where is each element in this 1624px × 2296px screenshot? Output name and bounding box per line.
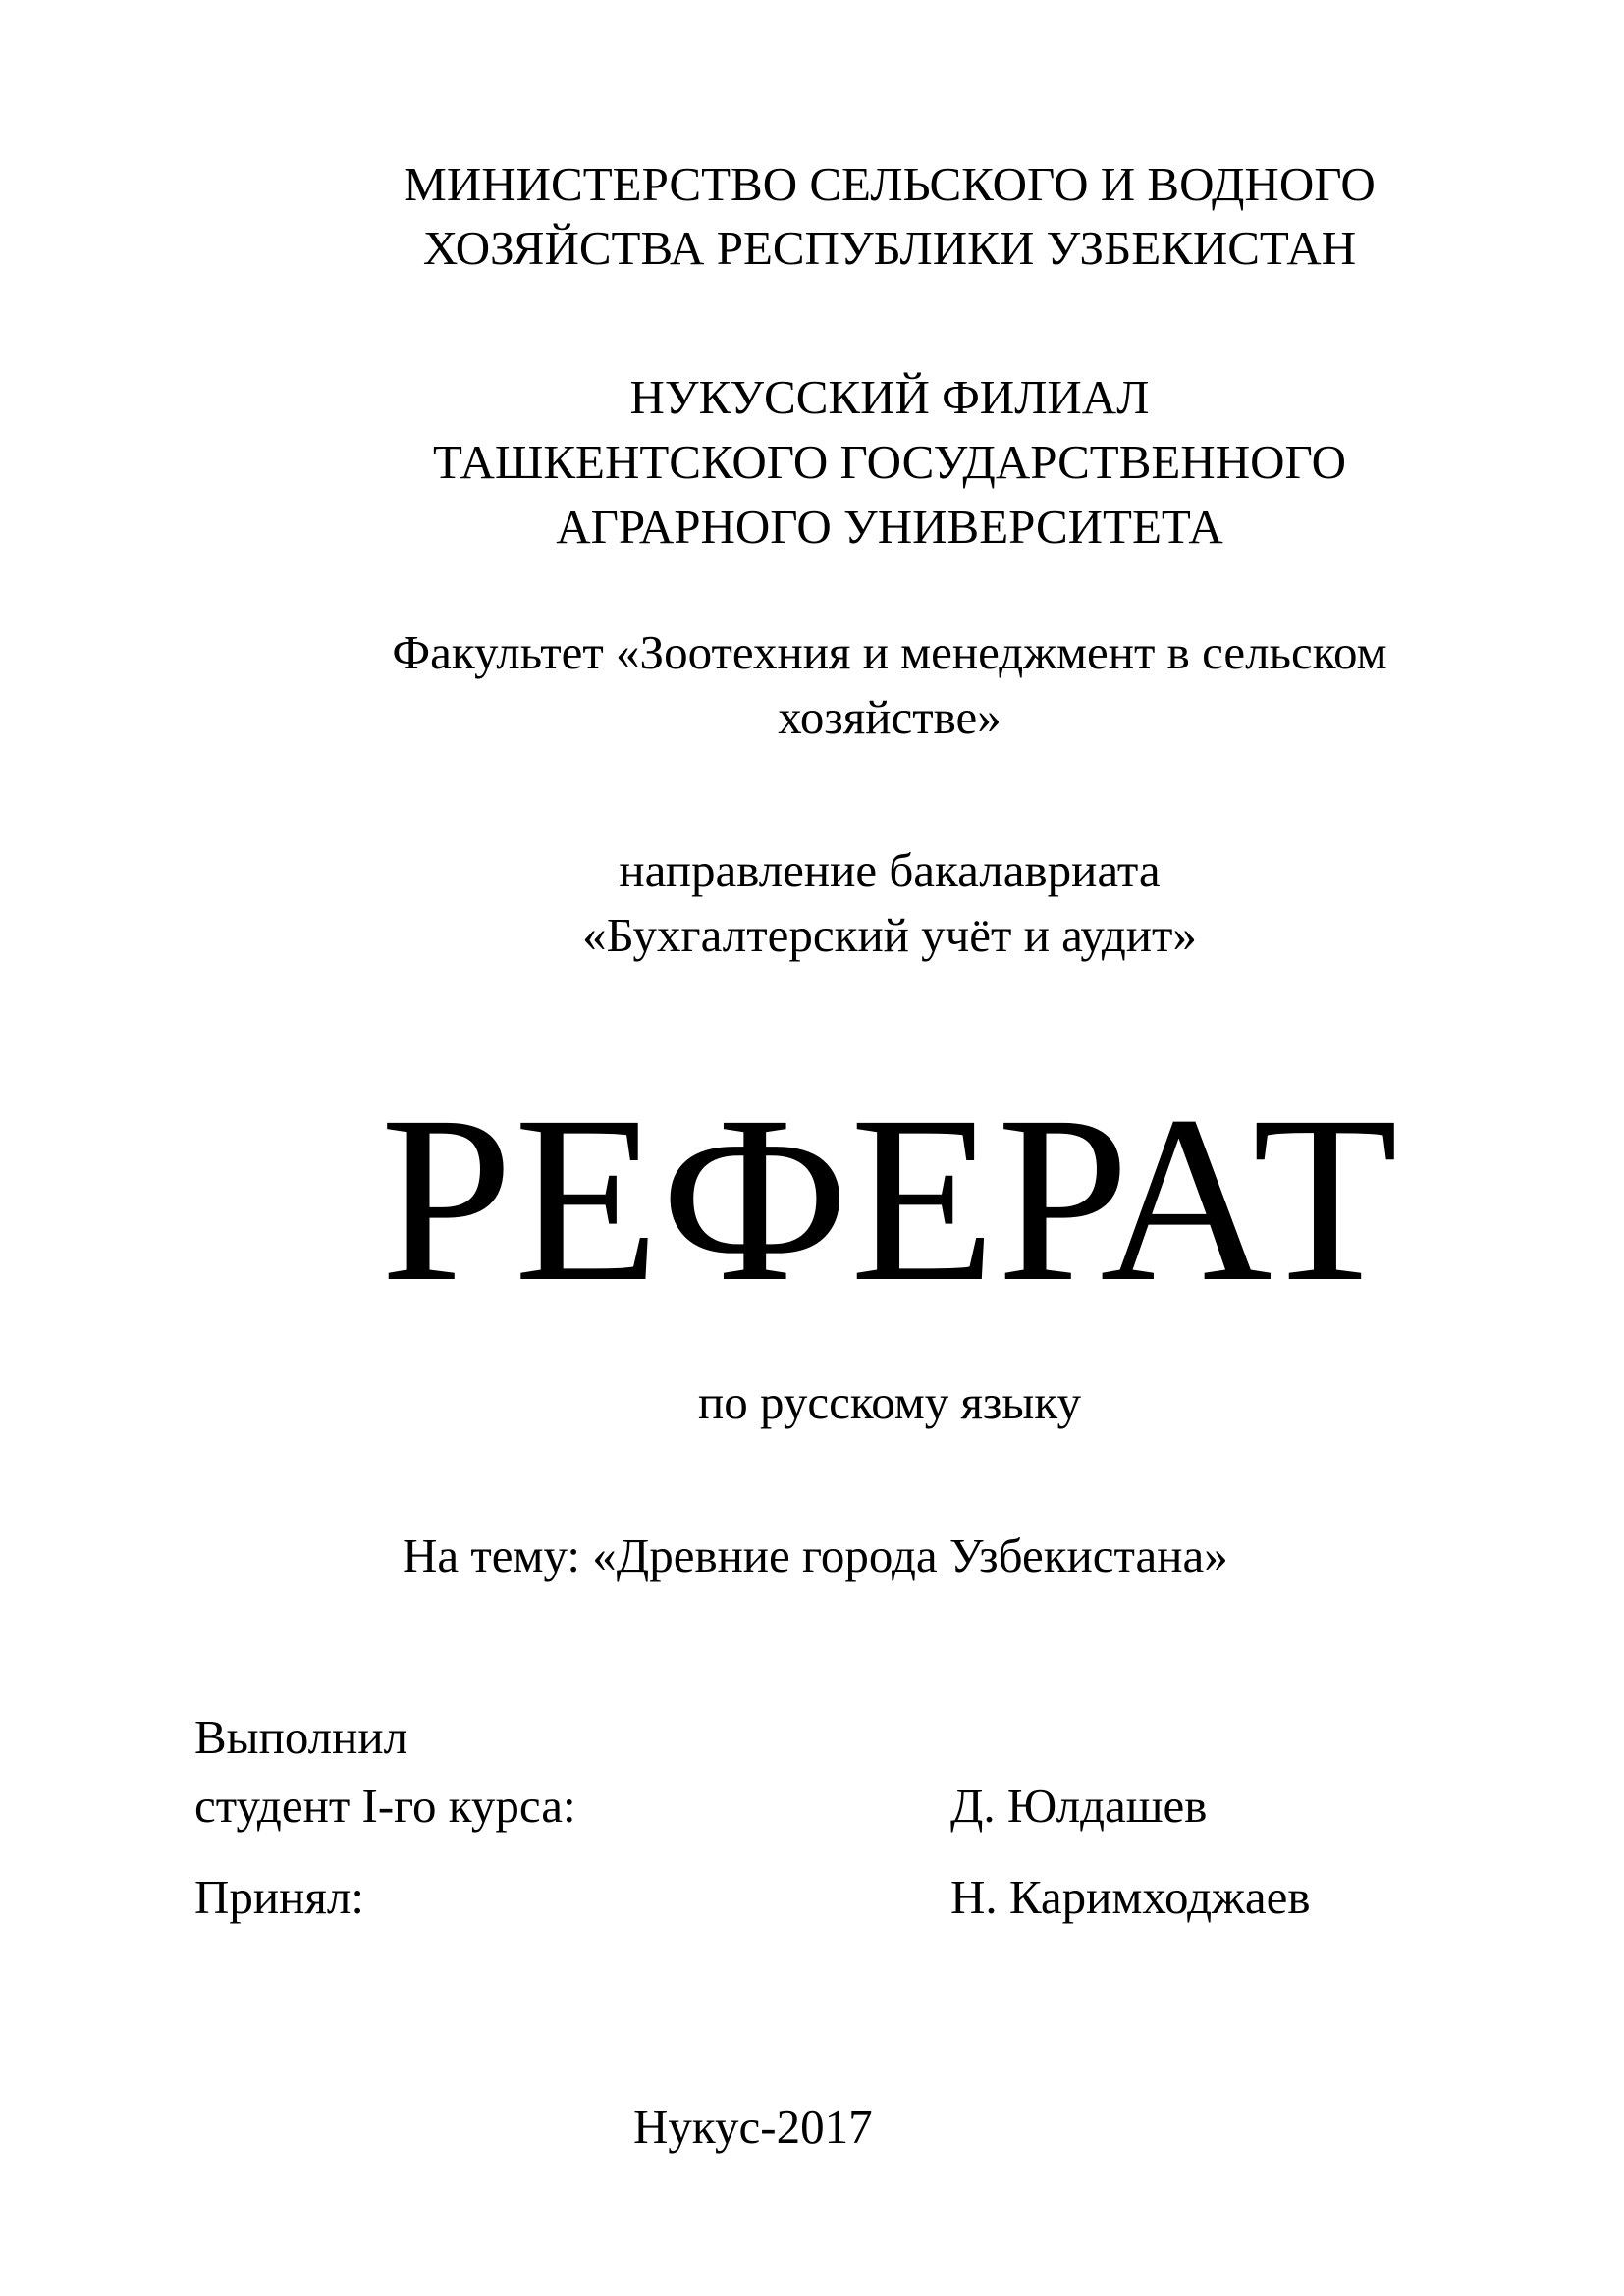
ministry-line-1: МИНИСТЕРСТВО СЕЛЬСКОГО И ВОДНОГО [404, 157, 1376, 211]
performed-name: Д. Юлдашев [950, 1779, 1208, 1833]
faculty-line-2: хозяйстве» [778, 690, 1001, 744]
accepted-label: Принял: [194, 1870, 364, 1924]
faculty-line-1: Факультет «Зоотехния и менеджмент в сельском [392, 625, 1387, 679]
ministry-line-2: ХОЗЯЙСТВА РЕСПУБЛИКИ УЗБЕКИСТАН [422, 221, 1357, 275]
performed-label-line-2: студент I-го курса: [194, 1779, 576, 1833]
direction-line-1: направление бакалавриата [619, 843, 1161, 897]
institution-line-1: НУКУССКИЙ ФИЛИАЛ [629, 370, 1150, 424]
document-topic: На тему: «Древние города Узбекистана» [403, 1528, 1228, 1582]
accepted-name: Н. Каримходжаев [950, 1870, 1311, 1924]
city-year: Нукус-2017 [633, 2100, 873, 2154]
institution-line-2: ТАШКЕНТСКОГО ГОСУДАРСТВЕННОГО [433, 435, 1346, 489]
direction-line-2: «Бухгалтерский учёт и аудит» [582, 908, 1197, 962]
performed-label-line-1: Выполнил [194, 1710, 408, 1764]
institution-line-3: АГРАРНОГО УНИВЕРСИТЕТА [556, 500, 1223, 554]
document-subject: по русскому языку [698, 1375, 1081, 1429]
document-title: РЕФЕРАТ [380, 1066, 1399, 1331]
